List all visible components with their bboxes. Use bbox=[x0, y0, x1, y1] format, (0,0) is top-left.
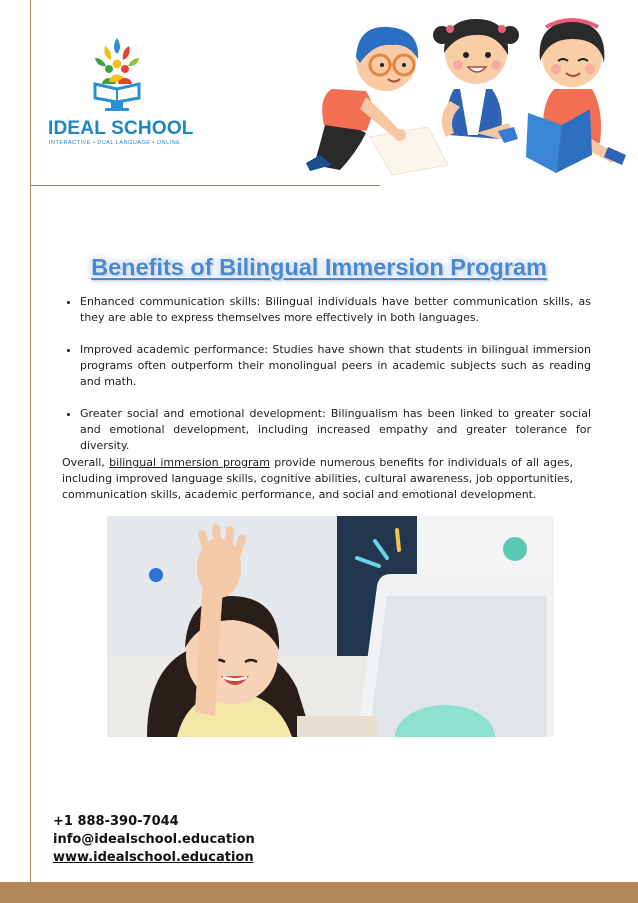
footer-bar bbox=[0, 882, 638, 903]
girl-waving-photo bbox=[107, 516, 554, 737]
brand-tagline: INTERACTIVE • DUAL LANGUAGE • ONLINE bbox=[49, 140, 181, 146]
brand-name: IDEAL SCHOOL bbox=[48, 118, 194, 139]
school-logo-icon bbox=[89, 36, 145, 116]
left-border-line bbox=[30, 0, 31, 882]
summary-paragraph bbox=[62, 455, 573, 503]
contact-info bbox=[53, 813, 255, 867]
children-reading-illustration bbox=[300, 5, 630, 180]
list-item: • Improved academic performance: Studies have shown that students in bilingual immersion programs often outperform their monolingual peers in academic subjects such as reading and math. bbox=[80, 342, 591, 390]
email-address[interactable]: info@idealschool.education bbox=[53, 832, 255, 847]
page-title: Benefits of Bilingual Immersion Program bbox=[91, 254, 547, 280]
header-divider bbox=[30, 185, 380, 186]
school-logo bbox=[44, 36, 194, 146]
list-item: • Enhanced communication skills: Bilingual individuals have better communication skills, as they are able to express themselves more effectively in both languages. bbox=[80, 294, 591, 326]
bilingual-program-link[interactable]: bilingual immersion program bbox=[109, 456, 270, 469]
summary-prefix: Overall, bbox=[62, 456, 110, 469]
benefits-list bbox=[62, 294, 591, 470]
summary-suffix: provide numerous benefits for individuals of all ages, including improved language skills, cognitive abilities, cultural awareness, job opportunities, communication skills, academic performance, and social and emotional development. bbox=[62, 456, 573, 501]
website-link[interactable]: www.idealschool.education bbox=[53, 850, 254, 865]
phone-number[interactable]: +1 888-390-7044 bbox=[53, 814, 179, 829]
list-item: • Greater social and emotional development: Bilingualism has been linked to greater social and emotional development, including increased empathy and greater tolerance for diversity. bbox=[80, 406, 591, 454]
